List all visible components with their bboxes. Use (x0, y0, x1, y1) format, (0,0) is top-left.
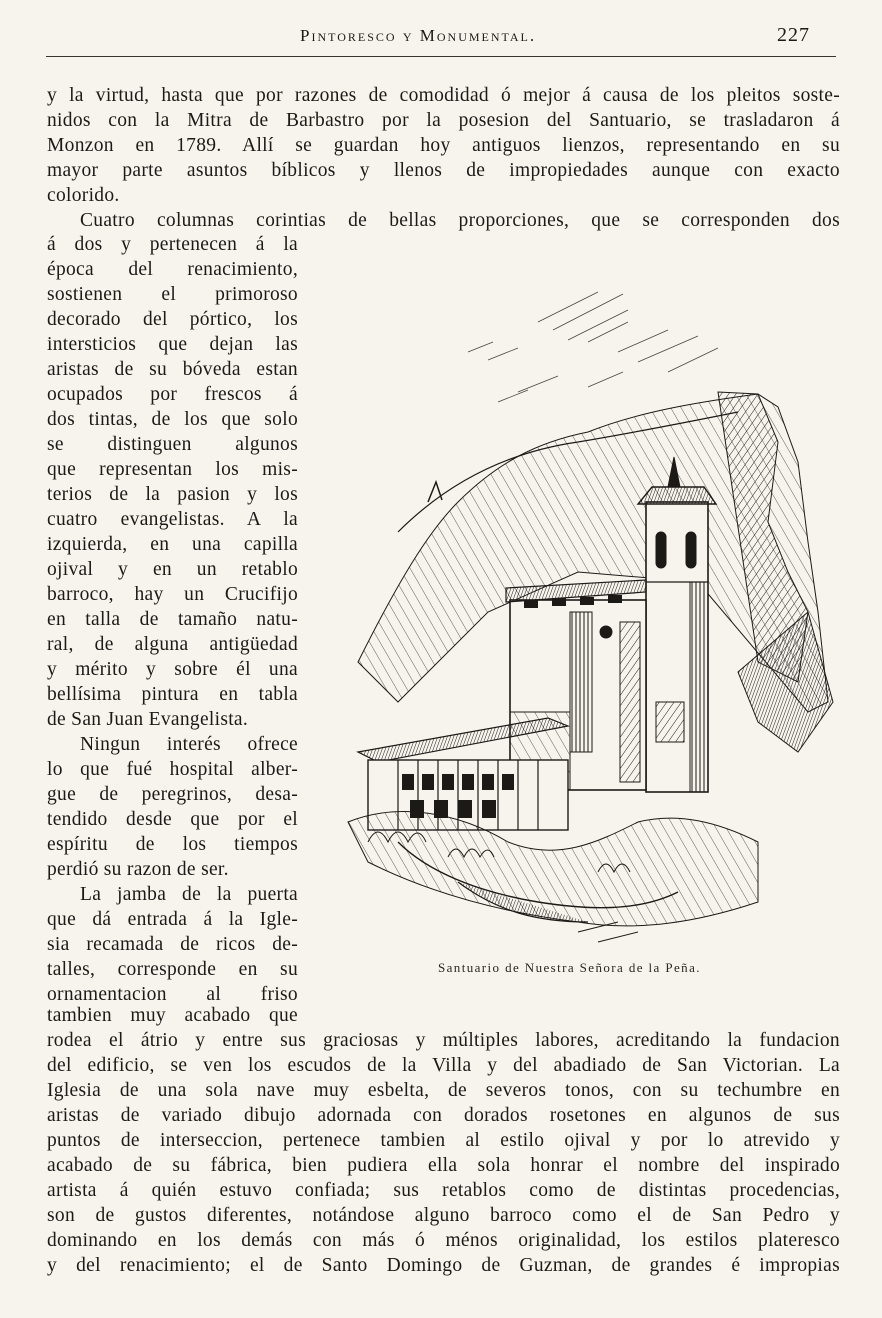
column-line: barroco, hay un Crucifijo (47, 584, 298, 605)
column-line: ral, de alguna antigüedad (47, 634, 298, 655)
body-line: colorido. (47, 185, 120, 206)
column-line: talles, corresponde en su (47, 959, 298, 980)
column-line: dos tintas, de los que solo (47, 409, 298, 430)
column-line: cuatro evangelistas. A la (47, 509, 298, 530)
column-line: ornamentacion al friso (47, 984, 298, 1005)
column-line: que dá entrada á la Igle- (47, 909, 298, 930)
column-line: ojival y en un retablo (47, 559, 298, 580)
body-line: acabado de su fábrica, bien pudiera ella sola honrar el nombre del inspirado (47, 1155, 840, 1176)
column-line: espíritu de los tiempos (47, 834, 298, 855)
column-line: se distinguen algunos (47, 434, 298, 455)
body-line: del edificio, se ven los escudos de la Villa y del abadiado de San Victorian. La (47, 1055, 840, 1076)
column-line: y mérito y sobre él una (47, 659, 298, 680)
column-line: gue de peregrinos, desa- (47, 784, 298, 805)
body-line: rodea el átrio y entre sus graciosas y múltiples labores, acreditando la fundacion (47, 1030, 840, 1051)
column-line: Ningun interés ofrece (80, 734, 298, 755)
body-line: Monzon en 1789. Allí se guardan hoy antiguos lienzos, representando en su (47, 135, 840, 156)
running-title: Pintoresco y Monumental. (300, 26, 537, 45)
body-line: y del renacimiento; el de Santo Domingo de Guzman, de grandes é impropias (47, 1255, 840, 1276)
header-rule (46, 56, 836, 57)
body-line: nidos con la Mitra de Barbastro por la posesion del Santuario, se trasladaron á (47, 110, 840, 131)
column-line: sostienen el primoroso (47, 284, 298, 305)
body-line: Iglesia de una sola nave muy esbelta, de severos tonos, con su techumbre en (47, 1080, 840, 1101)
column-line: á dos y pertenecen á la (47, 234, 298, 255)
column-line: lo que fué hospital alber- (47, 759, 298, 780)
column-line: tendido desde que por el (47, 809, 298, 830)
body-line: artista á quién estuvo confiada; sus retablos como de distintas procedencias, (47, 1180, 840, 1201)
column-line: decorado del pórtico, los (47, 309, 298, 330)
column-line: intersticios que dejan las (47, 334, 298, 355)
body-line: puntos de interseccion, pertenece tambien al estilo ojival y por lo atrevido y (47, 1130, 840, 1151)
column-line: tambien muy acabado que (47, 1005, 298, 1026)
column-line: ocupados por frescos á (47, 384, 298, 405)
body-line: mayor parte asuntos bíblicos y llenos de impropiedades aunque con exacto (47, 160, 840, 181)
body-line: son de gustos diferentes, notándose alguno barroco como el de San Pedro y (47, 1205, 840, 1226)
column-line: de San Juan Evangelista. (47, 709, 249, 730)
column-line: perdió su razon de ser. (47, 859, 229, 880)
body-line: y la virtud, hasta que por razones de comodidad ó mejor á causa de los pleitos soste- (47, 85, 840, 106)
column-line: La jamba de la puerta (80, 884, 298, 905)
column-line: izquierda, en una capilla (47, 534, 298, 555)
column-line: época del renacimiento, (47, 259, 298, 280)
body-line: aristas de variado dibujo adornada con dorados rosetones en algunos de sus (47, 1105, 840, 1126)
body-line: dominando en los demás con más ó ménos originalidad, los estilos plateresco (47, 1230, 840, 1251)
page-number: 227 (777, 24, 810, 46)
figure-caption: Santuario de Nuestra Señora de la Peña. (438, 960, 701, 975)
column-line: aristas de su bóveda estan (47, 359, 298, 380)
column-line: terios de la pasion y los (47, 484, 298, 505)
column-line: bellísima pintura en tabla (47, 684, 298, 705)
column-line: en talla de tamaño natu- (47, 609, 298, 630)
sanctuary-engraving (338, 282, 836, 950)
body-line: Cuatro columnas corintias de bellas proporciones, que se corresponden dos (80, 210, 840, 231)
column-line: que representan los mis- (47, 459, 298, 480)
column-line: sia recamada de ricos de- (47, 934, 298, 955)
